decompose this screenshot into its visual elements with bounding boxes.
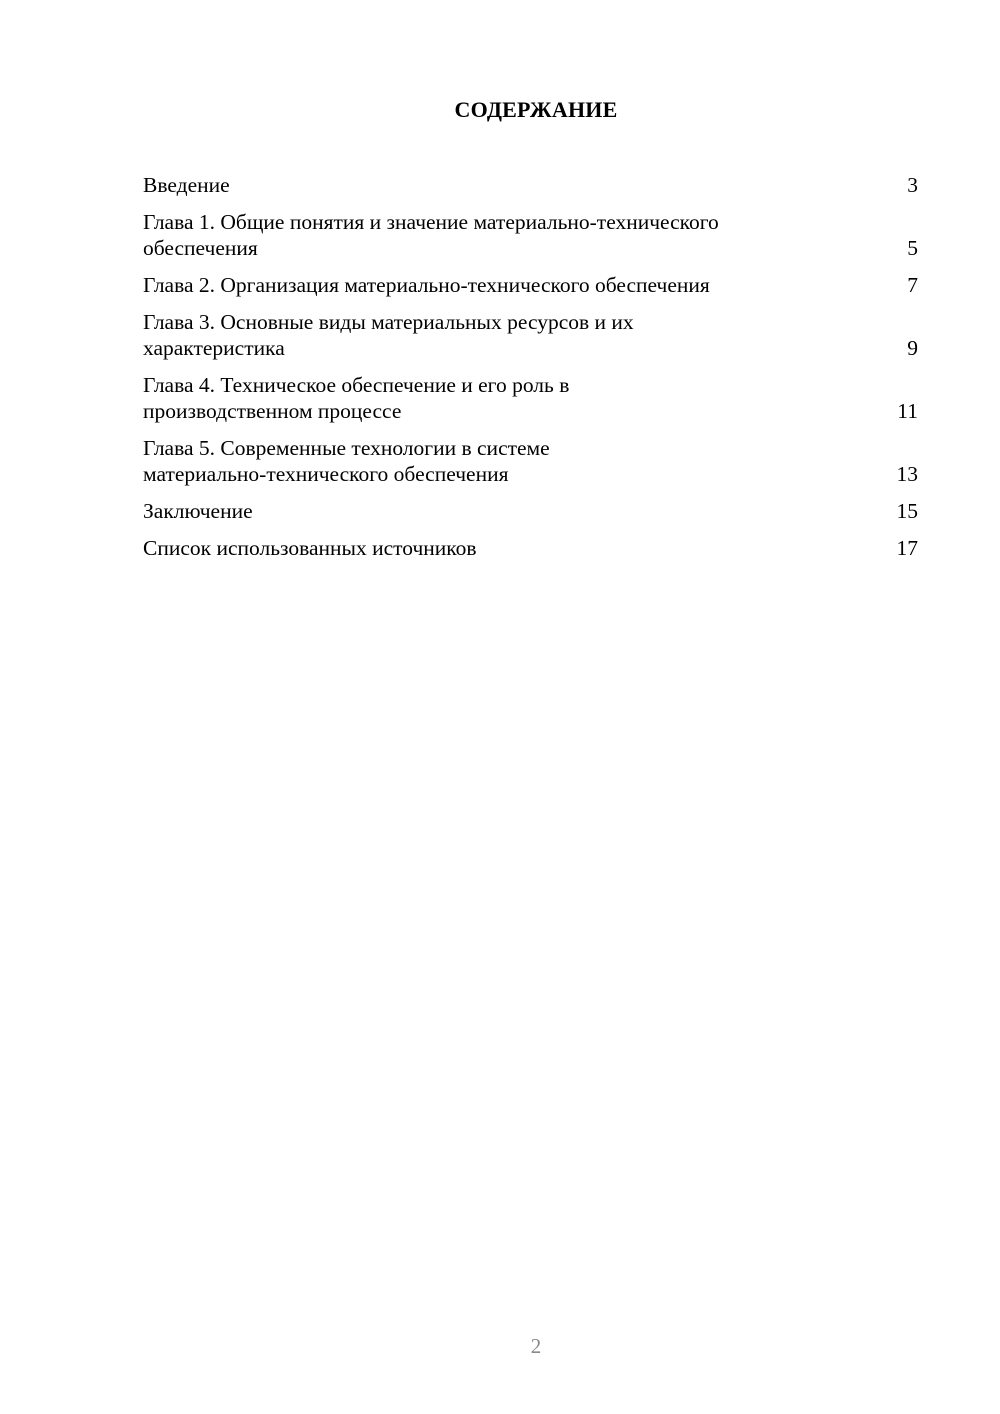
toc-entry-title <box>143 209 833 261</box>
toc-entry-page: 5 <box>907 236 918 260</box>
toc-entry-chapter-5 <box>143 435 918 487</box>
toc-entry-title-line: Заключение <box>143 499 253 523</box>
toc-entry-page: 17 <box>896 536 918 560</box>
toc-entry-title <box>143 272 833 298</box>
toc-entry-title-line: характеристика <box>143 336 285 360</box>
toc-entry-title-line: обеспечения <box>143 236 258 260</box>
toc-entry-title <box>143 435 833 487</box>
toc-entry-title-line: материально-технического обеспечения <box>143 462 509 486</box>
toc-entry-title-line: Введение <box>143 173 230 197</box>
toc-entry-title-line: Глава 1. Общие понятия и значение материально-технического <box>143 210 719 234</box>
toc-entry-conclusion <box>143 498 918 524</box>
toc-entry-title-line: Глава 3. Основные виды материальных ресурсов и их <box>143 310 634 334</box>
toc-entry-page: 7 <box>907 273 918 297</box>
page-number: 2 <box>530 1334 542 1358</box>
toc-entry-page: 15 <box>896 499 918 523</box>
toc-entry-title <box>143 535 833 561</box>
toc-entry-title-line: Список использованных источников <box>143 536 477 560</box>
toc-entry-page: 13 <box>896 462 918 486</box>
toc-entry-title <box>143 172 833 198</box>
toc-entry-introduction <box>143 172 918 198</box>
toc-entry-chapter-3 <box>143 309 918 361</box>
toc-entry-page: 3 <box>907 173 918 197</box>
toc-entry-chapter-4 <box>143 372 918 424</box>
toc-entry-title-line: Глава 5. Современные технологии в системе <box>143 436 550 460</box>
toc-entry-page: 9 <box>907 336 918 360</box>
toc-entry-title-line: производственном процессе <box>143 399 402 423</box>
toc-entry-title <box>143 309 833 361</box>
table-of-contents <box>143 172 918 572</box>
toc-entry-title <box>143 372 833 424</box>
toc-entry-page: 11 <box>897 399 918 423</box>
page-title: СОДЕРЖАНИЕ <box>454 97 618 122</box>
toc-entry-title <box>143 498 833 524</box>
toc-entry-title-line: Глава 2. Организация материально-технического обеспечения <box>143 273 710 297</box>
toc-entry-chapter-1 <box>143 209 918 261</box>
toc-entry-references <box>143 535 918 561</box>
toc-entry-title-line: Глава 4. Техническое обеспечение и его роль в <box>143 373 570 397</box>
toc-entry-chapter-2 <box>143 272 918 298</box>
